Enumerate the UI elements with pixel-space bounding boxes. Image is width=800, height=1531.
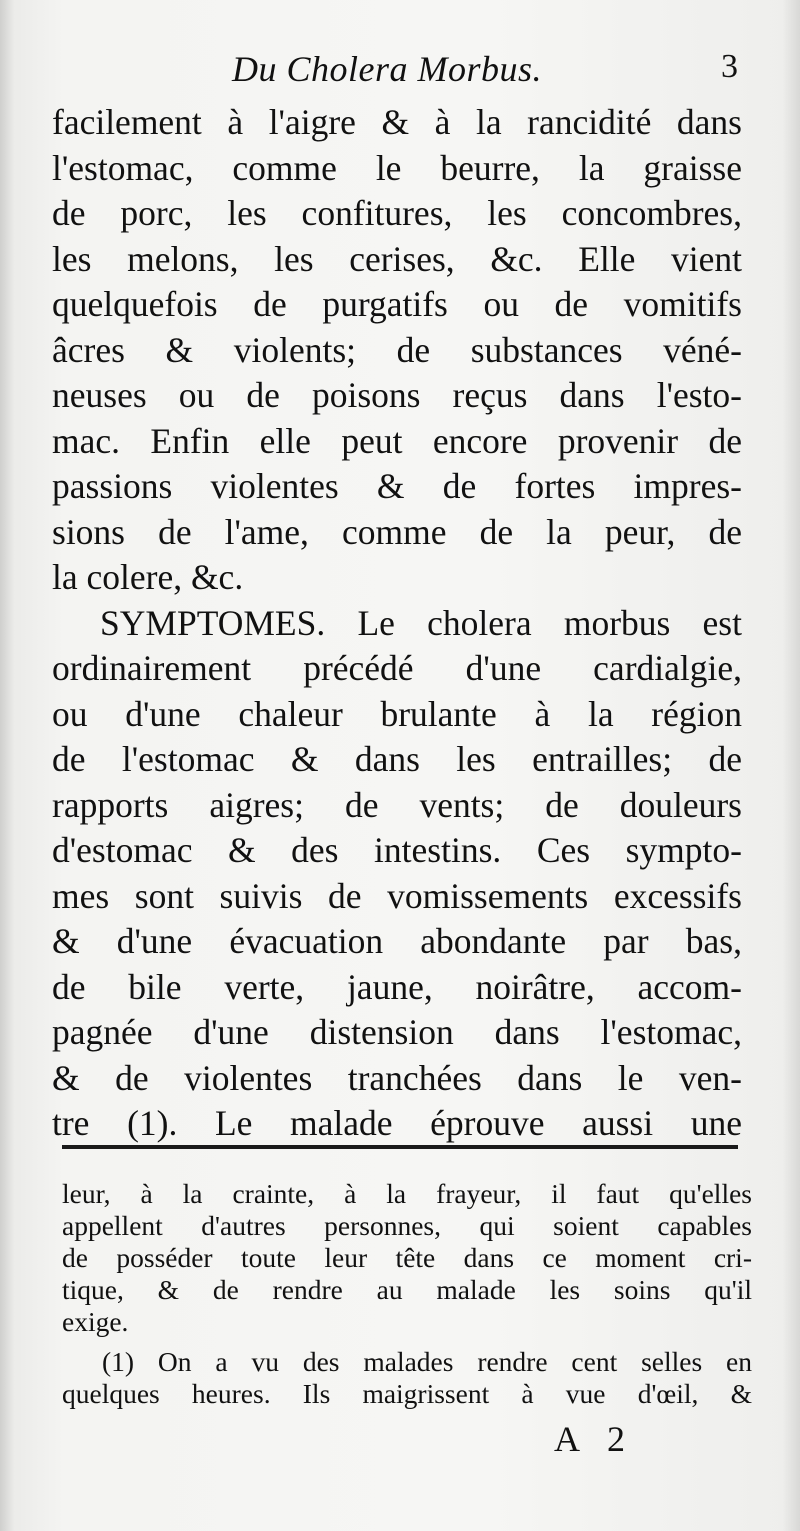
text-line: pagnée d'une distension dans l'estomac, — [52, 1012, 742, 1052]
footnote-rule — [62, 1145, 738, 1149]
text-line: ou d'une chaleur brulante à la région — [52, 693, 742, 734]
signature-mark: A 2 — [554, 1419, 636, 1459]
text-line: sions de l'ame, comme de la peur, de — [52, 511, 742, 552]
text-line: passions violentes & de fortes impres- — [52, 466, 742, 506]
text-line: de porc, les confitures, les concombres, — [52, 193, 742, 233]
text-line: d'estomac & des intestins. Ces sympto- — [52, 830, 742, 870]
footnote-line: appellent d'autres personnes, qui soient capables — [62, 1210, 752, 1241]
footnote-line: de posséder toute leur tête dans ce moment cri- — [62, 1242, 752, 1273]
text-line: tre (1). Le malade éprouve aussi une — [52, 1103, 742, 1143]
text-line: neuses ou de poisons reçus dans l'esto- — [52, 375, 742, 415]
page-header — [52, 42, 742, 102]
text-line: ordinairement précédé d'une cardialgie, — [52, 648, 742, 688]
text-line: la colere, &c. — [52, 557, 244, 597]
footnotes — [62, 1178, 752, 1410]
text-line: l'estomac, comme le beurre, la graisse — [52, 147, 742, 188]
running-title: Du Cholera Morbus. — [232, 49, 543, 89]
text-line: mac. Enfin elle peut encore provenir de — [52, 420, 742, 461]
text-line: & d'une évacuation abondante par bas, — [52, 921, 742, 961]
text-line: de l'estomac & dans les entrailles; de — [52, 739, 742, 779]
text-line: & de violentes tranchées dans le ven- — [52, 1057, 742, 1098]
text-line: les melons, les cerises, &c. Elle vient — [52, 238, 742, 279]
footnote-line: tique, & de rendre au malade les soins qu'il — [62, 1274, 752, 1305]
text-line: quelquefois de purgatifs ou de vomitifs — [52, 284, 742, 324]
body-text — [52, 100, 742, 1147]
footnote-line: leur, à la crainte, à la frayeur, il faut qu'elles — [62, 1178, 752, 1209]
page-edge-shadow-left — [0, 0, 14, 1531]
page-edge-shadow-right — [782, 0, 800, 1531]
text-line: facilement à l'aigre & à la rancidité dans — [52, 102, 742, 142]
footnote-1-line: quelques heures. Ils maigrissent à vue d'œil, & — [62, 1378, 752, 1409]
page-number: 3 — [721, 48, 738, 85]
footnote-1-line: (1) On a vu des malades rendre cent selles en — [102, 1346, 752, 1377]
text-line: rapports aigres; de vents; de douleurs — [52, 784, 742, 825]
text-line: mes sont suivis de vomissements excessifs — [52, 875, 742, 916]
section-heading-line: SYMPTOMES. Le cholera morbus est — [100, 602, 742, 643]
text-line: de bile verte, jaune, noirâtre, accom- — [52, 966, 742, 1007]
footnote-line: exige. — [62, 1306, 129, 1337]
text-line: âcres & violents; de substances véné- — [52, 329, 742, 370]
